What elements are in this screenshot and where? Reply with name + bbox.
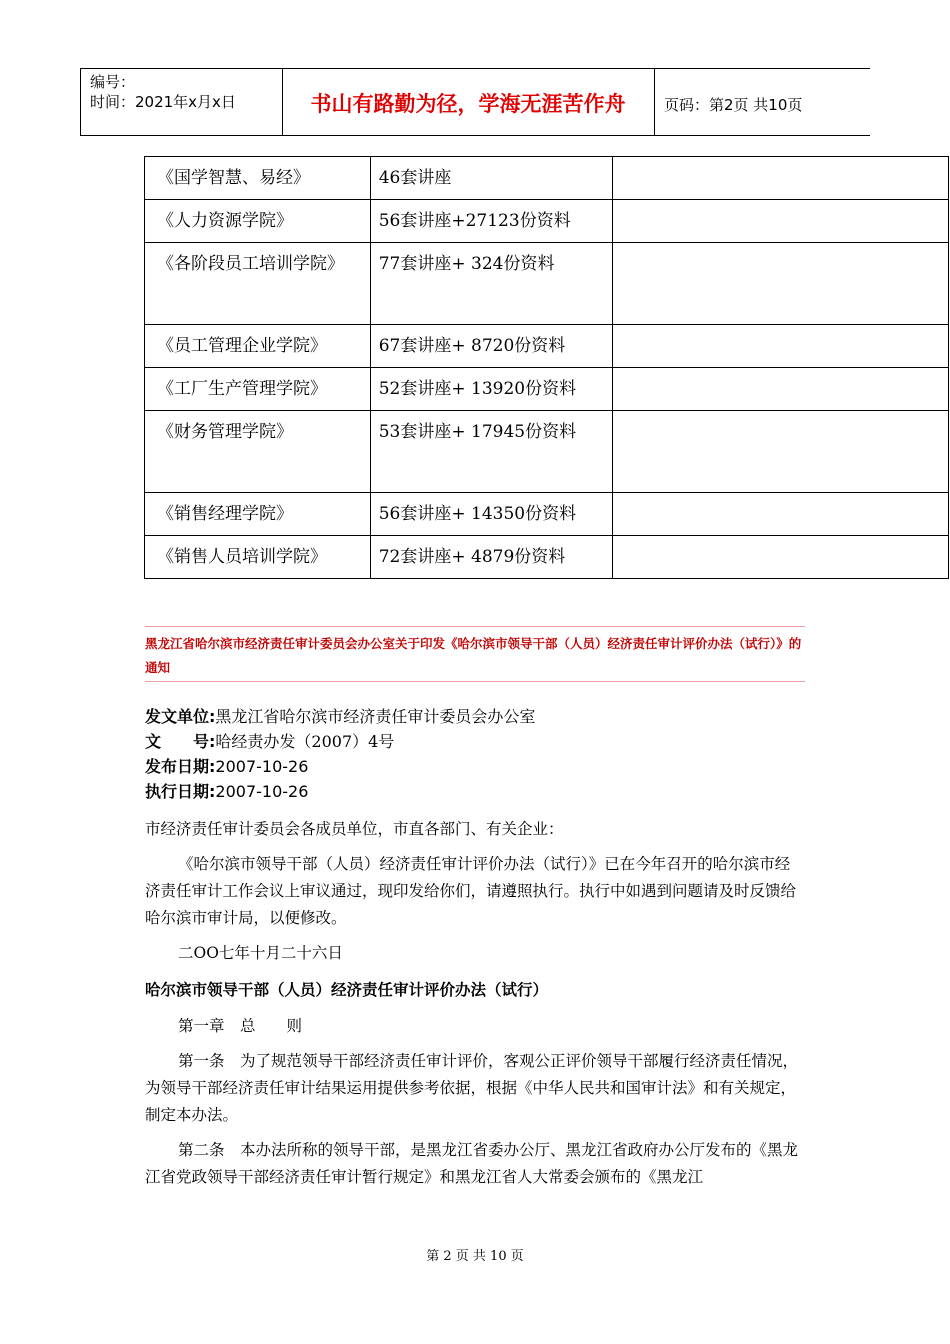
course-content: 72套讲座+ 4879份资料: [370, 536, 613, 579]
table-row: [145, 493, 949, 536]
course-name: 《国学智慧、易经》: [145, 157, 371, 200]
pubdate-value: 2007-10-26: [215, 757, 309, 776]
effdate-label: 执行日期:: [145, 782, 216, 801]
course-name: 《员工管理企业学院》: [145, 325, 371, 368]
course-name: 《工厂生产管理学院》: [145, 368, 371, 411]
course-note: [613, 157, 949, 200]
salutation: 市经济责任审计委员会各成员单位，市直各部门、有关企业：: [145, 820, 564, 838]
header-divider: [80, 68, 81, 136]
footer-page-number: 第 2 页 共 10 页: [426, 1249, 524, 1264]
course-name: 《销售经理学院》: [145, 493, 371, 536]
table-row: [145, 536, 949, 579]
course-content: 77套讲座+ 324份资料: [370, 243, 613, 325]
course-note: [613, 536, 949, 579]
issuer-label: 发文单位:: [145, 707, 216, 726]
course-note: [613, 368, 949, 411]
course-note: [613, 243, 949, 325]
course-note: [613, 411, 949, 493]
course-note: [613, 493, 949, 536]
title-rule-top: [145, 626, 805, 627]
table-row: [145, 368, 949, 411]
table-row: [145, 200, 949, 243]
course-name: 《各阶段员工培训学院》: [145, 243, 371, 325]
header-page-number: 页码：第2页 共10页: [664, 96, 803, 114]
course-content: 67套讲座+ 8720份资料: [370, 325, 613, 368]
header-rule-top: [80, 68, 870, 69]
header-time: 时间：2021年x月x日: [90, 93, 236, 111]
notice-title: 黑龙江省哈尔滨市经济责任审计委员会办公室关于印发《哈尔滨市领导干部（人员）经济责任审计评价办法（试行）》的通知: [145, 636, 802, 675]
paragraph: 《哈尔滨市领导干部（人员）经济责任审计评价办法（试行）》已在今年召开的哈尔滨市经济责任审计工作会议上审议通过，现印发给你们，请遵照执行。执行中如遇到问题请及时反馈给哈尔滨市审计局，以便修改。: [145, 855, 797, 927]
article-2: 第二条 本办法所称的领导干部，是黑龙江省委办公厅、黑龙江省政府办公厅发布的《黑龙江省党政领导干部经济责任审计暂行规定》和黑龙江省人大常委会颁布的《黑龙江: [145, 1141, 799, 1186]
course-content: 53套讲座+ 17945份资料: [370, 411, 613, 493]
table-row: [145, 411, 949, 493]
header-meta: [90, 72, 236, 112]
docno-line: [145, 730, 394, 754]
notice-date: 二OO七年十月二十六日: [178, 944, 343, 962]
docno-label: 文 号:: [145, 732, 216, 751]
course-note: [613, 325, 949, 368]
title-rule-bottom: [145, 681, 805, 682]
effdate-value: 2007-10-26: [215, 782, 309, 801]
course-name: 《财务管理学院》: [145, 411, 371, 493]
chapter-heading: 第一章 总 则: [178, 1017, 303, 1035]
course-table: [144, 156, 949, 579]
pubdate-label: 发布日期:: [145, 757, 216, 776]
course-name: 《人力资源学院》: [145, 200, 371, 243]
issuer-value: 黑龙江省哈尔滨市经济责任审计委员会办公室: [215, 707, 536, 726]
table-row: [145, 157, 949, 200]
doc-title: 哈尔滨市领导干部（人员）经济责任审计评价办法（试行）: [145, 981, 549, 999]
pubdate-line: [145, 755, 308, 779]
effdate-line: [145, 780, 308, 804]
header-number: 编号：: [90, 73, 136, 91]
course-note: [613, 200, 949, 243]
course-content: 56套讲座+27123份资料: [370, 200, 613, 243]
table-row: [145, 325, 949, 368]
course-name: 《销售人员培训学院》: [145, 536, 371, 579]
header-motto: 书山有路勤为径，学海无涯苦作舟: [310, 92, 626, 116]
header-rule-bottom: [80, 135, 870, 136]
article-1: 第一条 为了规范领导干部经济责任审计评价，客观公正评价领导干部履行经济责任情况，为领导干部经济责任审计结果运用提供参考依据，根据《中华人民共和国审计法》和有关规定，制定本办法。: [145, 1052, 799, 1124]
header-divider: [654, 68, 655, 136]
table-row: [145, 243, 949, 325]
course-content: 52套讲座+ 13920份资料: [370, 368, 613, 411]
course-content: 46套讲座: [370, 157, 613, 200]
course-content: 56套讲座+ 14350份资料: [370, 493, 613, 536]
issuer-line: [145, 705, 535, 729]
docno-value: 哈经责办发（2007）4号: [215, 732, 395, 751]
